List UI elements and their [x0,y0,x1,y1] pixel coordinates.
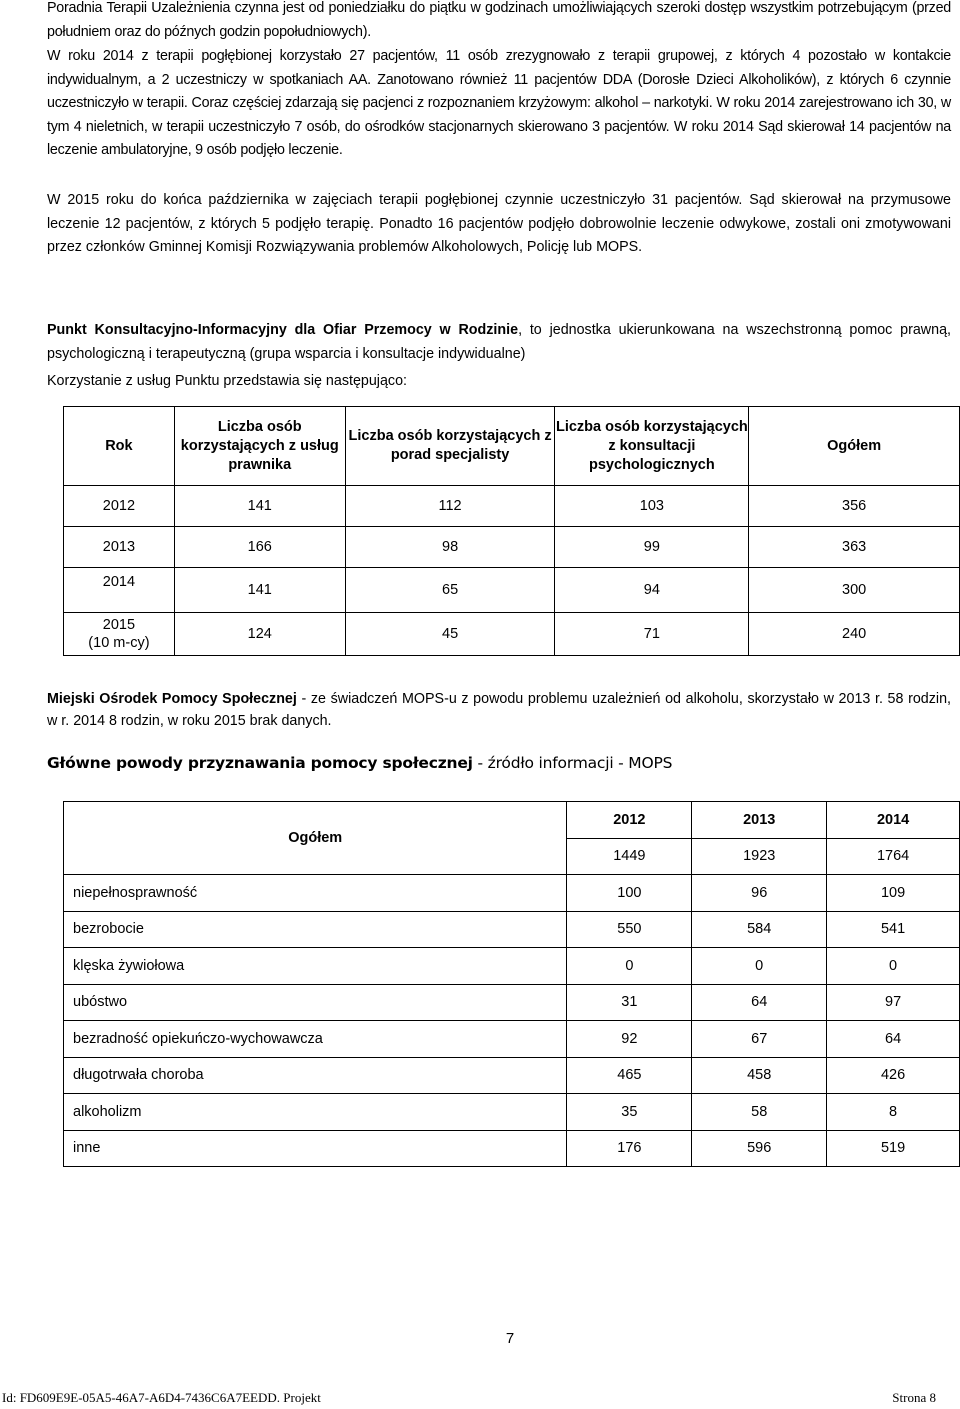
cell-value: 97 [827,984,960,1021]
col-header-prawnik: Liczba osób korzystających z usług prawnika [174,407,345,486]
table-row [64,1057,960,1094]
cell-value: 92 [567,1021,692,1058]
cell-value: 176 [567,1130,692,1167]
table-row [64,1094,960,1131]
table-row [64,875,960,912]
cell-value: 0 [827,948,960,985]
col-header-year: 2014 [827,802,960,839]
footer-page-label: Strona 8 [892,1390,936,1405]
footer-document-id: Id: FD609E9E-05A5-46A7-A6D4-7436C6A7EEDD. Projekt [2,1390,321,1405]
cell-year-value: 2015 [102,617,136,633]
punkt-paragraph [47,318,951,366]
col-header-year: 2013 [692,802,827,839]
table-row [64,1130,960,1167]
cell-value: 541 [827,911,960,948]
cell-value: 67 [692,1021,827,1058]
mops-title: Miejski Ośrodek Pomocy Społecznej [47,691,297,707]
intro-2a: W roku 2014 z terapii pogłębionej korzystało 27 pacjentów, 11 osób zrezygnowało z terapii grupowej, z których 4 pozostało w kontakcie indywidualnym, a 2 uczestniczy w spotkaniach AA. [47,48,951,88]
punkt-title: Punkt Konsultacyjno-Informacyjny dla Ofiar Przemocy w Rodzinie [47,322,519,338]
row-label: bezrobocie [64,911,567,948]
mops-description: - ze świadczeń MOPS-u z powodu problemu uzależnień od alkoholu, skorzystało w 2013 r. 58 rodzin, w r. 2014 8 rodzin, w roku 2015 brak danych. [47,691,951,729]
cell-value: 596 [692,1130,827,1167]
col-header-year: 2012 [567,802,692,839]
punkt-usage-table [63,406,960,656]
cell-value: 300 [749,568,960,613]
cell-value: 0 [567,948,692,985]
cell-value: 109 [827,875,960,912]
cell-value: 8 [827,1094,960,1131]
cell-value: 465 [567,1057,692,1094]
table-row [64,568,960,613]
col-header-psych: Liczba osób korzystających z konsultacji psychologicznych [555,407,749,486]
cell-value: 141 [174,486,345,527]
row-label: niepełnosprawność [64,875,567,912]
punkt-usage-intro [47,370,951,394]
intro-3c: Ponadto 16 pacjentów podjęło dobrowolnie leczenie odwykowe, zostali oni zmotywowani przez członków Gminnej Komisji Rozwiązywania problemów Alkoholowych, Policję lub MOPS. [47,215,951,256]
cell-year: 2012 [64,486,175,527]
cell-value: 363 [749,527,960,568]
intro-2d: W roku 2014 zarejestrowano ich 30, w tym 4 nieletnich, w terapii uczestniczyło 7 osób, do ośrodków stacjonarnych skierowano 3 pacjentów. [47,95,952,135]
cell-value: 65 [345,568,555,613]
reasons-table [63,801,960,1167]
table-row [64,984,960,1021]
intro-text-2 [47,45,951,163]
col-header-ogolem: Ogółem [64,802,567,875]
row-label: alkoholizm [64,1094,567,1131]
row-label: inne [64,1130,567,1167]
section-heading-title: Główne powody przyznawania pomocy społecznej [47,754,473,772]
cell-value: 96 [692,875,827,912]
cell-value: 458 [692,1057,827,1094]
col-header-specjalisty: Liczba osób korzystających z porad specjalisty [345,407,555,486]
cell-value: 426 [827,1057,960,1094]
cell-value: 0 [692,948,827,985]
section-heading-source: - źródło informacji - MOPS [472,754,673,772]
intro-3a: W 2015 roku do końca października w zajęciach terapii pogłębionej czynnie uczestniczyło 31 pacjentów. [47,192,743,208]
intro-3b: Sąd skierował na przymusowe leczenie 12 pacjentów, z których 5 podjęło terapię. [47,192,951,232]
cell-value: 356 [749,486,960,527]
table-row [64,613,960,656]
intro-2c: Coraz częściej zdarzają się pacjenci z rozpoznaniem krzyżowym: alkohol – narkotyki. [187,95,713,112]
cell-value: 45 [345,613,555,656]
cell-value: 103 [555,486,749,527]
intro-paragraph-2 [47,45,951,163]
intro-text-1: Poradnia Terapii Uzależnienia czynna jest od poniedziałku do piątku w godzinach umożliwiających szeroki dostęp wszystkim potrzebującym (przed południem oraz do późnych godzin popołudniowych). [47,0,951,40]
cell-value: 112 [345,486,555,527]
punkt-usage-text: Korzystanie z usług Punktu przedstawia się następująco: [47,373,408,389]
punkt-description: , to jednostka ukierunkowana na wszechstronną pomoc prawną, psychologiczną i terapeutyczną (grupa wsparcia i konsultacje indywidualne) [47,322,952,362]
cell-value: 550 [567,911,692,948]
cell-total: 1764 [827,838,960,875]
table-row [64,911,960,948]
intro-2e: W roku 2014 Sąd skierował 14 pacjentów na leczenie ambulatoryjne, 9 osób podjęło leczenie. [47,118,951,159]
cell-value: 94 [555,568,749,613]
table-row [64,527,960,568]
col-header-rok: Rok [64,407,175,486]
row-label: długotrwała choroba [64,1057,567,1094]
intro-paragraph-3 [47,189,951,260]
row-label: ubóstwo [64,984,567,1021]
cell-year-note: (10 m-cy) [88,635,150,651]
cell-value: 166 [174,527,345,568]
cell-value: 584 [692,911,827,948]
cell-value: 35 [567,1094,692,1131]
table-row [64,948,960,985]
cell-value: 58 [692,1094,827,1131]
cell-value: 100 [567,875,692,912]
cell-value: 99 [555,527,749,568]
cell-value: 64 [692,984,827,1021]
page-number: 7 [505,1330,515,1347]
col-header-ogolem: Ogółem [749,407,960,486]
cell-year: 2014 [64,568,175,613]
cell-value: 98 [345,527,555,568]
cell-value: 71 [555,613,749,656]
cell-value: 519 [827,1130,960,1167]
cell-value: 124 [174,613,345,656]
table-header-row [64,802,960,839]
cell-value: 240 [749,613,960,656]
table-row [64,486,960,527]
cell-year: 2013 [64,527,175,568]
cell-total: 1449 [567,838,692,875]
cell-value: 141 [174,568,345,613]
table-header-row [64,407,960,486]
cell-year [64,613,175,656]
mops-paragraph [47,688,951,732]
cell-value: 31 [567,984,692,1021]
intro-2b: Zanotowano również 11 pacjentów DDA (Dorosłe Dzieci Alkoholików), z których 6 czynnie uczestniczyło w terapii. [47,71,951,112]
row-label: klęska żywiołowa [64,948,567,985]
section-heading [47,754,672,772]
intro-paragraph-1 [47,0,951,44]
row-label: bezradność opiekuńczo-wychowawcza [64,1021,567,1058]
cell-total: 1923 [692,838,827,875]
intro-text-3 [47,189,951,260]
cell-value: 64 [827,1021,960,1058]
table-row [64,1021,960,1058]
